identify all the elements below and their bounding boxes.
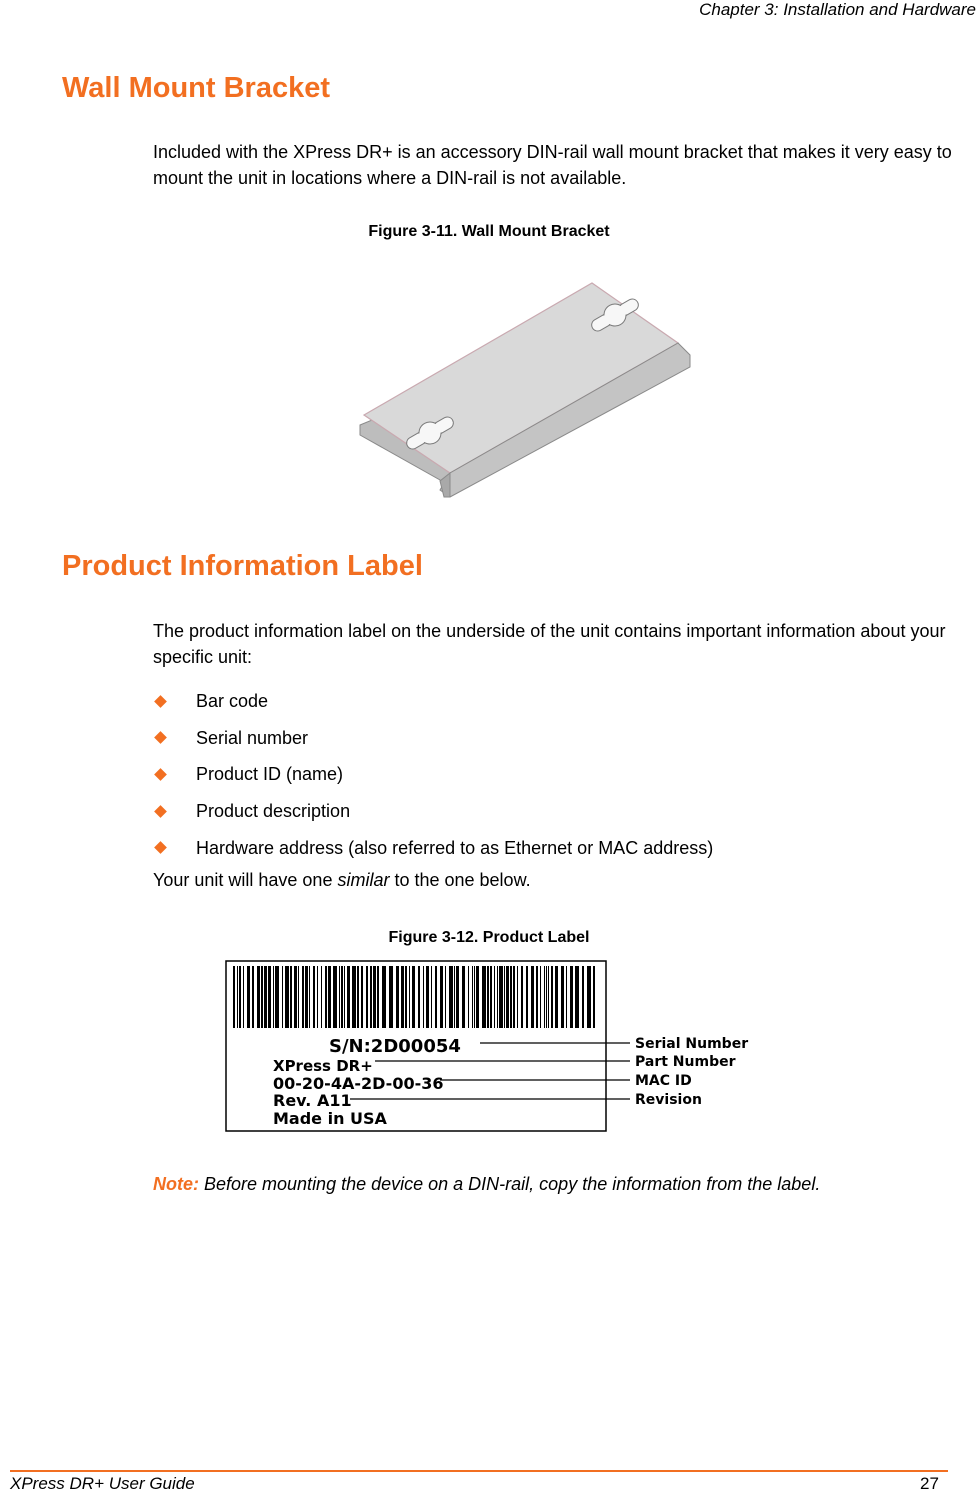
product-label-intro: The product information label on the underside of the unit contains important information about your specific unit: xyxy=(153,621,946,667)
barcode-bar xyxy=(435,966,437,1028)
callout-revision: Revision xyxy=(635,1092,702,1108)
barcode-bar xyxy=(294,966,297,1028)
barcode-bar xyxy=(325,966,327,1028)
barcode-bar xyxy=(468,966,469,1028)
barcode-bar xyxy=(513,966,515,1028)
barcode-bar xyxy=(426,966,429,1028)
barcode-bar xyxy=(555,966,558,1028)
label-origin: Made in USA xyxy=(273,1109,387,1128)
barcode-bar xyxy=(423,966,424,1028)
barcode-bar xyxy=(440,966,443,1028)
barcode-bar xyxy=(341,966,343,1028)
barcode-bar xyxy=(487,966,489,1028)
note-text: Before mounting the device on a DIN-rail, copy the information from the label. xyxy=(199,1174,821,1194)
label-serial: S/N:2D00054 xyxy=(329,1036,461,1057)
barcode-bar xyxy=(333,966,337,1028)
list-item: Product description xyxy=(153,793,713,830)
barcode-bar xyxy=(582,966,584,1028)
barcode-bar xyxy=(347,966,350,1028)
callout-mac-id: MAC ID xyxy=(635,1073,692,1089)
chapter-header: Chapter 3: Installation and Hardware xyxy=(699,0,976,19)
barcode-bar xyxy=(370,966,372,1028)
list-item: Bar code xyxy=(153,683,713,720)
wall-mount-description: Included with the XPress DR+ is an accessory DIN-rail wall mount bracket that makes it very easy to mount the unit in locations where a DIN-rail is not available. xyxy=(153,142,952,188)
footer-divider xyxy=(10,1470,948,1472)
barcode-bar xyxy=(544,966,545,1028)
label-product-name: XPress DR+ xyxy=(273,1057,373,1075)
barcode-bar xyxy=(506,966,509,1028)
barcode-bar xyxy=(536,966,538,1028)
diamond-bullet-icon xyxy=(154,732,167,745)
barcode-bar xyxy=(575,966,579,1028)
barcode-bar xyxy=(344,966,345,1028)
similar-label-sentence: Your unit will have one similar to the one below. xyxy=(153,870,531,890)
list-item: Serial number xyxy=(153,720,713,757)
callout-part-number: Part Number xyxy=(635,1054,736,1070)
barcode-bar xyxy=(521,966,523,1028)
barcode-bar xyxy=(237,966,238,1028)
barcode-bar xyxy=(275,966,279,1028)
barcode-bar xyxy=(570,966,573,1028)
barcode-bar xyxy=(361,966,363,1028)
barcode-bar xyxy=(418,966,420,1028)
barcode-bar xyxy=(339,966,340,1028)
list-item: Product ID (name) xyxy=(153,756,713,793)
barcode-bar xyxy=(313,966,315,1028)
barcode-bar xyxy=(257,966,260,1028)
diamond-bullet-icon xyxy=(154,768,167,781)
barcode-bar xyxy=(261,966,263,1028)
barcode-bar xyxy=(445,966,446,1028)
wall-mount-bracket-image xyxy=(340,275,700,510)
barcode-bar xyxy=(462,966,465,1028)
section-title-product-label: Product Information Label xyxy=(62,550,423,582)
note xyxy=(153,1174,893,1195)
barcode-bar xyxy=(561,966,564,1028)
barcode-bar xyxy=(252,966,254,1028)
barcode-bar xyxy=(548,966,549,1028)
barcode-bar xyxy=(239,966,241,1028)
barcode-bar xyxy=(456,966,459,1028)
diamond-bullet-icon xyxy=(154,695,167,708)
barcode-bar xyxy=(517,966,518,1028)
barcode-bar xyxy=(317,966,318,1028)
barcode-bar xyxy=(264,966,267,1028)
barcode-bar xyxy=(412,966,415,1028)
barcode-bar xyxy=(285,966,289,1028)
barcode-bar xyxy=(401,966,404,1028)
barcode-bar xyxy=(482,966,486,1028)
barcode-bar xyxy=(377,966,379,1028)
barcode-bar xyxy=(282,966,283,1028)
barcode-bar xyxy=(396,966,399,1028)
barcode-bar xyxy=(409,966,410,1028)
barcode-bar xyxy=(321,966,322,1028)
barcode-bar xyxy=(497,966,498,1028)
diamond-bullet-icon xyxy=(154,805,167,818)
label-mac: 00-20-4A-2D-00-36 xyxy=(273,1074,444,1093)
diamond-bullet-icon xyxy=(154,841,167,854)
barcode-bar xyxy=(405,966,407,1028)
barcode-bar xyxy=(551,966,553,1028)
barcode-bar xyxy=(476,966,479,1028)
barcode-bar xyxy=(298,966,299,1028)
barcode-bar xyxy=(431,966,432,1028)
barcode-bar xyxy=(490,966,492,1028)
barcode-bar xyxy=(352,966,356,1028)
barcode-bar xyxy=(382,966,386,1028)
barcode-bar xyxy=(546,966,547,1028)
barcode-bar xyxy=(472,966,473,1028)
list-item: Hardware address (also referred to as Ethernet or MAC address) xyxy=(153,829,713,866)
barcode-bar xyxy=(587,966,591,1028)
barcode-bar xyxy=(454,966,455,1028)
barcode-bar xyxy=(305,966,308,1028)
barcode-bar xyxy=(309,966,310,1028)
figure-caption-product-label: Figure 3-12. Product Label xyxy=(388,929,590,946)
barcode-bar xyxy=(593,966,595,1028)
barcode-bar xyxy=(243,966,244,1028)
label-revision: Rev. A11 xyxy=(273,1091,352,1110)
barcode-bar xyxy=(366,966,368,1028)
barcode-bar xyxy=(273,966,274,1028)
product-label-image xyxy=(225,960,765,1135)
barcode-bar xyxy=(499,966,503,1028)
barcode-bar xyxy=(290,966,292,1028)
barcode-bar xyxy=(526,966,528,1028)
barcode-bar xyxy=(373,966,376,1028)
barcode-bar xyxy=(504,966,505,1028)
barcode-bar xyxy=(566,966,567,1028)
barcode-bar xyxy=(302,966,304,1028)
barcode-bar xyxy=(540,966,541,1028)
barcode-bar xyxy=(494,966,495,1028)
page-number: 27 xyxy=(920,1474,939,1493)
barcode-bar xyxy=(328,966,331,1028)
section-title-wall-mount: Wall Mount Bracket xyxy=(62,72,331,104)
barcode-bar xyxy=(389,966,393,1028)
barcode-bar xyxy=(233,966,235,1028)
barcode-bar xyxy=(247,966,250,1028)
note-label: Note: xyxy=(153,1174,199,1194)
product-label-bullets xyxy=(153,683,713,866)
footer-guide-title: XPress DR+ User Guide xyxy=(10,1474,195,1493)
figure-caption-wall-mount: Figure 3-11. Wall Mount Bracket xyxy=(368,223,610,240)
barcode-bar xyxy=(357,966,359,1028)
barcode-bar xyxy=(449,966,453,1028)
barcode-bar xyxy=(474,966,475,1028)
barcode-graphic xyxy=(233,966,595,1028)
barcode-bar xyxy=(268,966,271,1028)
barcode-bar xyxy=(510,966,512,1028)
callout-serial-number: Serial Number xyxy=(635,1036,749,1052)
barcode-bar xyxy=(531,966,534,1028)
